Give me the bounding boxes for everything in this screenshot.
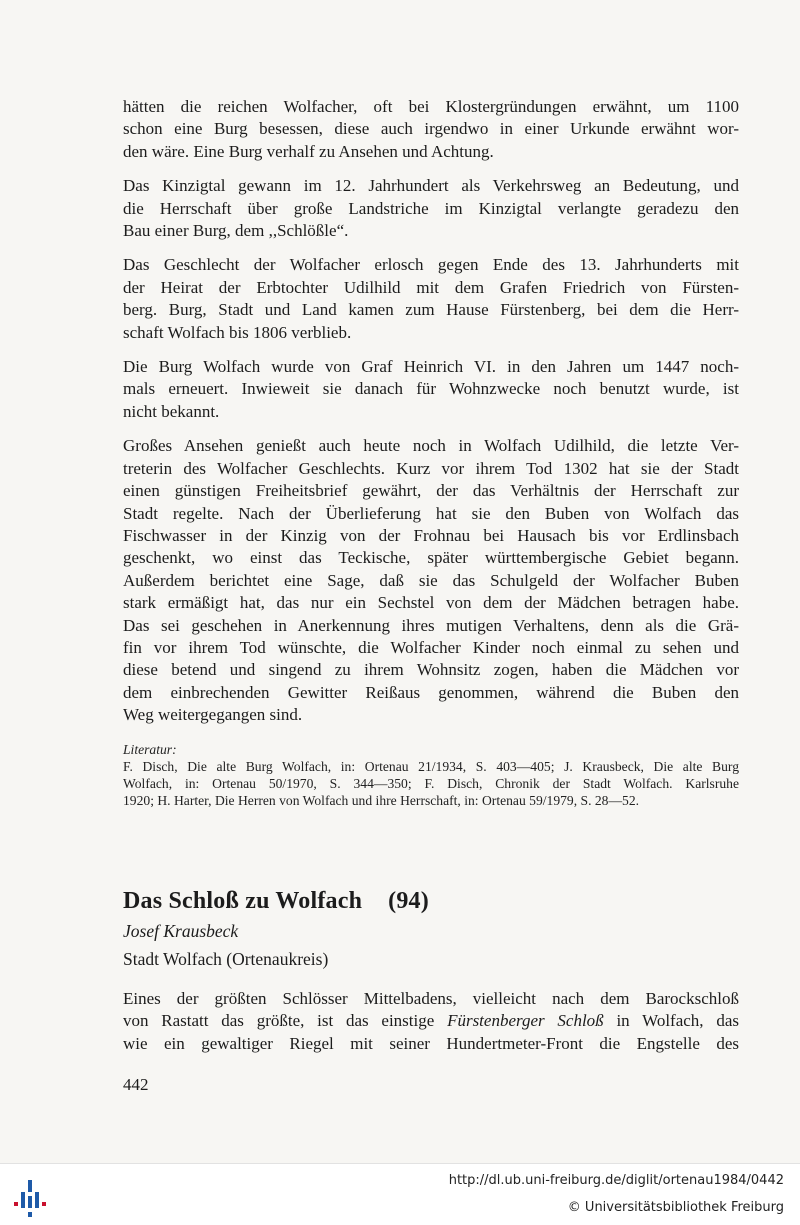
text-line: berg. Burg, Stadt und Land kamen zum Hause Fürstenberg, bei dem die Herr- [123, 300, 739, 320]
literature-heading: Literatur: [123, 742, 177, 757]
footer [0, 1163, 800, 1225]
text-line: Das sei geschehen in Anerkennung ihres mutigen Verhaltens, denn als die Grä- [123, 615, 739, 635]
text-line: schon eine Burg besessen, diese auch irgendwo in einer Urkunde erwähnt wor- [123, 119, 739, 139]
paragraph [123, 254, 739, 344]
text-line: Weg weitergegangen sind. [123, 705, 303, 725]
intro-paragraph [123, 988, 739, 1055]
literature-line: F. Disch, Die alte Burg Wolfach, in: Ortenau 21/1934, S. 403—405; J. Krausbeck, Die alte Burg [123, 759, 739, 774]
section-title [123, 885, 739, 917]
text-line: Das Kinzigtal gewann im 12. Jahrhundert als Verkehrsweg an Bedeutung, und [123, 176, 739, 196]
main-text [123, 96, 739, 739]
paragraph [123, 356, 739, 423]
footer-copyright: © Universitätsbibliothek Freiburg [567, 1200, 784, 1215]
intro-text: in Wolfach, das [603, 1011, 739, 1031]
literature-block [123, 741, 739, 809]
intro-line: Eines der größten Schlösser Mittelbadens, vielleicht nach dem Barockschloß [123, 989, 739, 1008]
section-title-text: Das Schloß zu Wolfach [123, 888, 363, 914]
text-line: Das Geschlecht der Wolfacher erlosch gegen Ende des 13. Jahrhunderts mit [123, 255, 739, 275]
text-line: schaft Wolfach bis 1806 verblieb. [123, 322, 352, 342]
text-line: den wäre. Eine Burg verhalf zu Ansehen und Achtung. [123, 141, 494, 161]
text-line: fin vor ihrem Tod wünschte, die Wolfacher Kinder noch einmal zu sehen und [123, 637, 739, 657]
text-line: diese betend und singend zu ihrem Wohnsitz zogen, haben die Mädchen vor [123, 660, 739, 680]
text-line: Die Burg Wolfach wurde von Graf Heinrich VI. in den Jahren um 1447 noch- [123, 357, 739, 377]
text-line: geschenkt, wo einst das Teckische, später württembergische Gebiet begann. [123, 548, 739, 568]
text-line: stark ermäßigt hat, das nur ein Sechstel von dem der Mädchen betragen habe. [123, 593, 739, 613]
page-number: 442 [123, 1075, 149, 1094]
text-line: Großes Ansehen genießt auch heute noch in Wolfach Udilhild, die letzte Ver- [123, 436, 739, 456]
paragraph [123, 175, 739, 242]
text-line: die Herrschaft über große Landstriche im Kinzigtal verlangte geradezu den [123, 198, 739, 218]
text-line: mals erneuert. Inwieweit sie danach für Wohnzwecke noch benutzt wurde, ist [123, 379, 739, 399]
literature-line: 1920; H. Harter, Die Herren von Wolfach und ihre Herrschaft, in: Ortenau 59/1979, S. 28—52. [123, 793, 640, 808]
text-line: Außerdem berichtet eine Sage, daß sie das Schulgeld der Wolfacher Buben [123, 570, 739, 590]
text-line: einen günstigen Freiheitsbrief gewährt, der das Verhältnis der Herrschaft zur [123, 481, 739, 501]
author: Josef Krausbeck [123, 921, 239, 941]
intro-line: wie ein gewaltiger Riegel mit seiner Hundertmeter-Front die Engstelle des [123, 1033, 739, 1053]
text-line: dem einbrechenden Gewitter Reißaus genommen, während die Buben den [123, 682, 739, 702]
section-header [123, 885, 739, 971]
ub-freiburg-logo-icon [10, 1178, 50, 1218]
footer-url-link[interactable]: http://dl.ub.uni-freiburg.de/diglit/ortenau1984/0442 [448, 1173, 784, 1188]
intro-emphasis: Fürstenberger Schloß [447, 1011, 604, 1031]
intro-text: von Rastatt das größte, ist das einstige [123, 1011, 448, 1031]
region: Stadt Wolfach (Ortenaukreis) [123, 949, 329, 969]
intro-line [123, 1010, 739, 1032]
text-line: der Heirat der Erbtochter Udilhild mit dem Grafen Friedrich von Fürsten- [123, 277, 739, 297]
text-line: Fischwasser in der Kinzig von der Frohnau bei Hausach bis vor Erdlinsbach [123, 525, 739, 545]
section-number: (94) [388, 888, 429, 914]
paragraph [123, 435, 739, 726]
literature-line: Wolfach, in: Ortenau 50/1970, S. 344—350; F. Disch, Chronik der Stadt Wolfach. Karlsruhe [123, 776, 739, 791]
text-line: treterin des Wolfacher Geschlechts. Kurz vor ihrem Tod 1302 hat sie der Stadt [123, 458, 739, 478]
text-line: Stadt regelte. Nach der Überlieferung hat sie den Buben von Wolfach das [123, 503, 739, 523]
text-line: hätten die reichen Wolfacher, oft bei Klostergründungen erwähnt, um 1100 [123, 97, 739, 116]
text-line: nicht bekannt. [123, 401, 220, 421]
text-line: Bau einer Burg, dem ,,Schlößle“. [123, 221, 349, 241]
paragraph [123, 96, 739, 163]
